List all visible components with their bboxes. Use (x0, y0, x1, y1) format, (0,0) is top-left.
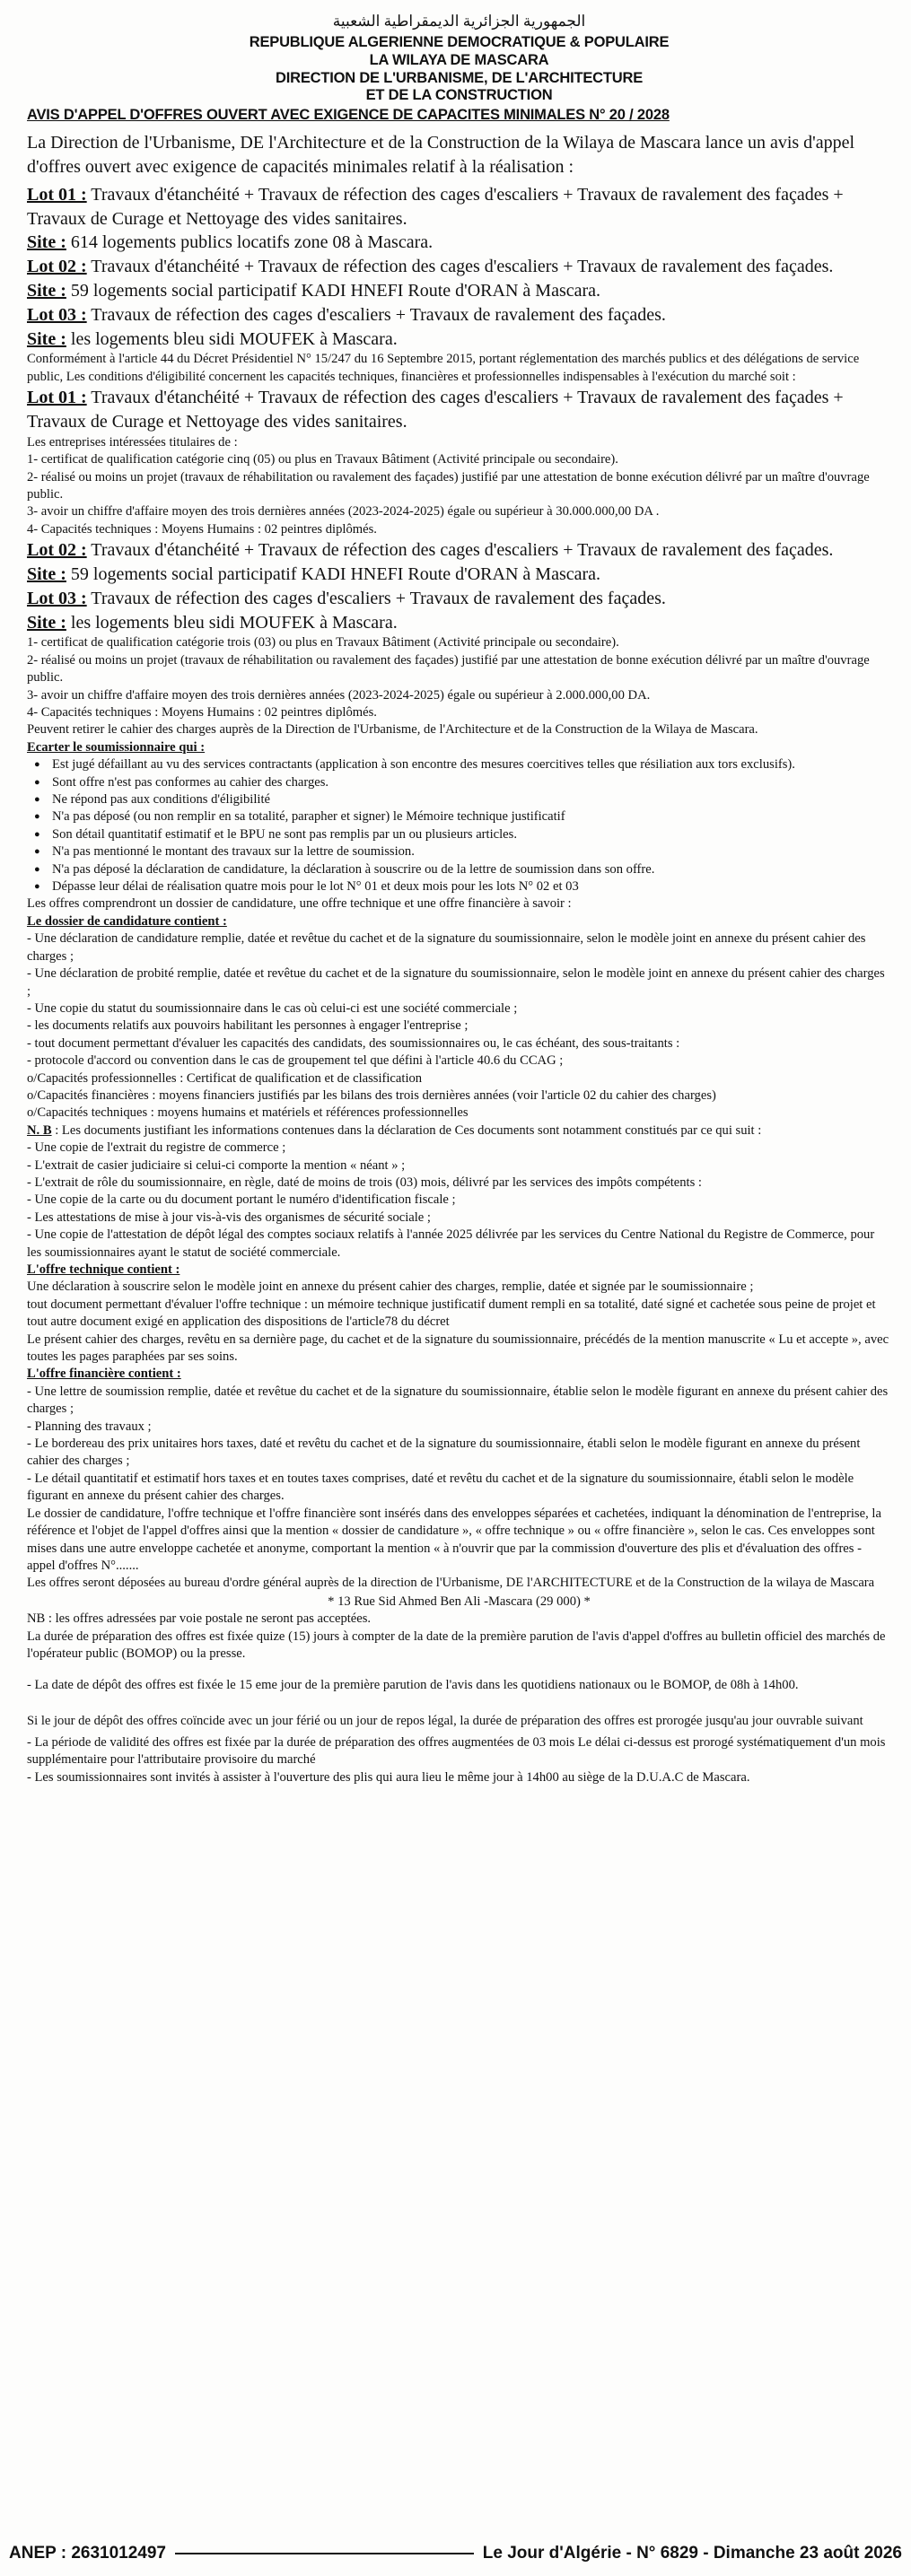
site-text: les logements bleu sidi MOUFEK à Mascara. (66, 328, 398, 349)
wilaya-title: LA WILAYA DE MASCARA (369, 51, 549, 68)
publication-footer (0, 2544, 911, 2563)
lot-01-line (27, 183, 891, 231)
dossier-item: - Une copie du statut du soumissionnaire dans le cas où celui-ci est une société commerciale ; (27, 1000, 518, 1016)
ecarter-list (27, 756, 891, 895)
list-item: ● N'a pas déposé (ou non remplir en sa totalité, parapher et signer) le Mémoire technique justificatif (52, 808, 891, 825)
list-item: ● Son détail quantitatif estimatif et le BPU ne sont pas remplis par un ou plusieurs articles. (52, 826, 891, 843)
lot-01-detail-text: Travaux d'étanchéité + Travaux de réfection des cages d'escaliers + Travaux de ravalement des façades + Travaux de Curage et Nettoyage des vides sanitaires. (27, 388, 844, 432)
lot-03-condition: 4- Capacités techniques : Moyens Humains : 02 peintres diplômés. (27, 705, 377, 720)
offre-technique-item: tout document permettant d'évaluer l'offre technique : un mémoire technique justificatif dument rempli en sa totalité, daté signé et cachetée sous peine de projet et tout autre document exigé en application des dispositions de l'article78 du décret (27, 1297, 876, 1330)
offre-financiere-item: - Planning des travaux ; (27, 1419, 152, 1434)
offre-financiere-item: - Le bordereau des prix unitaires hors taxes, daté et revêtu du cachet et de la signature du soumissionnaire, établi selon le modèle figurant en annexe du présent cahier des charges ; (27, 1436, 861, 1469)
validite-paragraph: - La période de validité des offres est fixée par la durée de préparation des offres augmentées de 03 mois Le délai ci-dessus est prorogé systématiquement d'un mois supplémentaire pour l'attributaire provisoire du marché (27, 1734, 886, 1768)
footer-rule (175, 2553, 474, 2554)
duree-paragraph: La durée de préparation des offres est fixée quize (15) jours à compter de la date de la première parution de l'avis d'appel d'offres au bulletin officiel des marchés de l'opérateur public (BOMOP) ou la presse. (27, 1629, 886, 1661)
intro-paragraph: La Direction de l'Urbanisme, DE l'Architecture et de la Construction de la Wilaya de Mascara lance un avis d'appel d'offres ouvert avec exigence de capacités minimales relatif à la réalisation : (27, 133, 855, 177)
nb-item: - L'extrait de casier judiciaire si celui-ci comporte la mention « néant » ; (27, 1157, 406, 1173)
list-item: ● N'a pas mentionné le montant des travaux sur la lettre de soumission. (52, 843, 891, 860)
retrait-paragraph: Peuvent retirer le cahier des charges auprès de la Direction de l'Urbanisme, de l'Architecture et de la Construction de la Wilaya de Mascara. (27, 722, 758, 738)
nb-item: - Une copie de l'attestation de dépôt légal des comptes sociaux relatifs à l'année 2025 délivrée par les services du Centre National du Registre de Commerce, pour les soumissionnaires ayant le statut de société commerciale. (27, 1227, 875, 1260)
lot-01-condition: 4- Capacités techniques : Moyens Humains : 02 peintres diplômés. (27, 521, 377, 537)
site-label: Site : (27, 612, 66, 633)
direction-title: DIRECTION DE L'URBANISME, DE L'ARCHITECTURE (276, 69, 643, 86)
lot-02-detail-site (27, 563, 891, 587)
publication-info: Le Jour d'Algérie - N° 6829 - Dimanche 23 août 2026 (482, 2544, 902, 2563)
list-item: ● Ne répond pas aux conditions d'éligibilité (52, 791, 891, 808)
lot-01-label: Lot 01 : (27, 184, 87, 205)
decret-paragraph: Conformément à l'article 44 du Décret Présidentiel N° 15/247 du 16 Septembre 2015, portant réglementation des marchés publics et des délégations de service public, Les conditions d'éligibilité concernent les capacités techniques, financières et professionnelles indispensables à l'exécution du marché soit : (27, 352, 860, 384)
offre-financiere-title: L'offre financière contient : (27, 1367, 181, 1382)
site-label: Site : (27, 564, 66, 584)
enveloppes-paragraph: Le dossier de candidature, l'offre technique et l'offre financière sont insérés dans des enveloppes séparées et cachetées, indiquant la dénomination de l'entreprise, la référence et l'objet de l'appel d'offres ainsi que la mention « dossier de candidature », « offre technique » ou « offre financière », selon le cas. Ces enveloppes sont mises dans une autre enveloppe cachetée et anonyme, comportant la mention « à n'ouvrir que par la commission d'ouverture des plis et d'évaluation des offres - appel d'offres N°....... (27, 1506, 881, 1573)
lot-01-text: Travaux d'étanchéité + Travaux de réfection des cages d'escaliers + Travaux de ravalement des façades + Travaux de Curage et Nettoyage des vides sanitaires. (27, 184, 844, 229)
republic-title: REPUBLIQUE ALGERIENNE DEMOCRATIQUE & POPULAIRE (249, 34, 670, 50)
offre-technique-item: Une déclaration à souscrire selon le modèle joint en annexe du présent cahier des charges, remplie, datée et signée par le soumissionnaire ; (27, 1279, 754, 1295)
lot-03-condition: 2- réalisé ou moins un projet (travaux de réhabilitation ou ravalement des façades) justifié par une attestation de bonne exécution délivré par un maître d'ouvrage public. (27, 652, 870, 685)
lot-03-line (27, 303, 891, 327)
dossier-item: o/Capacités professionnelles : Certificat de qualification et de classification (27, 1070, 423, 1086)
dossier-item: - tout document permettant d'évaluer les capacités des candidats, des soumissionnaires ou, le cas échéant, des sous-traitants : (27, 1035, 680, 1051)
site-text: 59 logements social participatif KADI HNEFI Route d'ORAN à Mascara. (66, 564, 601, 584)
list-item: ● Dépasse leur délai de réalisation quatre mois pour le lot N° 01 et deux mois pour les lots N° 02 et 03 (52, 878, 891, 895)
lot-03-label: Lot 03 : (27, 304, 87, 325)
lot-02-detail-label: Lot 02 : (27, 540, 87, 561)
lot-01-condition: 1- certificat de qualification catégorie cinq (05) ou plus en Travaux Bâtiment (Activité principale ou secondaire). (27, 452, 618, 467)
list-item: ● Sont offre n'est pas conformes au cahier des charges. (52, 774, 891, 791)
offre-financiere-item: - Une lettre de soumission remplie, datée et revêtue du cachet et de la signature du soumissionnaire, établie selon le modèle figurant en annexe du présent cahier des charges ; (27, 1384, 889, 1417)
lot-03-detail-site (27, 611, 891, 635)
ecarter-title: Ecarter le soumissionnaire qui : (27, 739, 206, 755)
construction-title: ET DE LA CONSTRUCTION (365, 87, 553, 104)
site-text: 614 logements publics locatifs zone 08 à Mascara. (66, 232, 434, 253)
lot-03-site (27, 327, 891, 352)
list-item: ● N'a pas déposé la déclaration de candidature, la déclaration à souscrire ou de la lettre de soumission dans son offre. (52, 861, 891, 878)
lot-02-line (27, 255, 891, 279)
site-label: Site : (27, 232, 66, 253)
lot-03-text: Travaux de réfection des cages d'escaliers + Travaux de ravalement des façades. (86, 304, 666, 325)
lot-02-label: Lot 02 : (27, 257, 87, 277)
site-label: Site : (27, 280, 66, 301)
lot-01-condition: 2- réalisé ou moins un projet (travaux de réhabilitation ou ravalement des façades) justifié par une attestation de bonne exécution délivré par un maître d'ouvrage public. (27, 469, 870, 502)
lot-03-detail-text: Travaux de réfection des cages d'escaliers + Travaux de ravalement des façades. (86, 588, 666, 608)
lot-03-detail-line (27, 587, 891, 611)
offre-financiere-item: - Le détail quantitatif et estimatif hors taxes et en toutes taxes comprises, daté et revêtu du cachet et de la signature du soumissionnaire, établi selon le modèle figurant en annexe du présent cahier des charges. (27, 1471, 854, 1504)
ferie-paragraph: Si le jour de dépôt des offres coïncide avec un jour férié ou un jour de repos légal, la durée de préparation des offres est prorogée jusqu'au jour ouvrable suivant (27, 1714, 863, 1729)
list-item: ● Est jugé défaillant au vu des services contractants (application à son encontre des mesures coercitives telles que résiliation aux tors exclusifs). (52, 756, 891, 773)
nb-label: N. B (27, 1122, 52, 1138)
depot-paragraph: Les offres seront déposées au bureau d'ordre général auprès de la direction de l'Urbanisme, DE l'ARCHITECTURE et de la Construction de la wilaya de Mascara (27, 1576, 875, 1591)
lot-03-condition: 1- certificat de qualification catégorie trois (03) ou plus en Travaux Bâtiment (Activité principale ou secondaire). (27, 635, 619, 651)
nb-paragraph (27, 1122, 891, 1140)
dossier-item: - Une déclaration de probité remplie, datée et revêtue du cachet et de la signature du soumissionnaire, selon le modèle joint en annexe du présent cahier des charges ; (27, 966, 885, 999)
anep-reference: ANEP : 2631012497 (9, 2544, 166, 2563)
site-text: 59 logements social participatif KADI HNEFI Route d'ORAN à Mascara. (66, 280, 601, 301)
address-line: * 13 Rue Sid Ahmed Ben Ali -Mascara (29 000) * (328, 1594, 591, 1609)
dossier-item: - Une déclaration de candidature remplie, datée et revêtue du cachet et de la signature du soumissionnaire, selon le modèle joint en annexe du présent cahier des charges ; (27, 931, 866, 964)
lot-02-text: Travaux d'étanchéité + Travaux de réfection des cages d'escaliers + Travaux de ravalement des façades. (86, 257, 834, 277)
offre-technique-item: Le présent cahier des charges, revêtu en sa dernière page, du cachet et de la signature du soumissionnaire, précédés de la mention manuscrite « Lu et accepte », avec toutes les pages paraphées par ses soins. (27, 1332, 889, 1365)
lot-01-detail-label: Lot 01 : (27, 388, 87, 408)
dossier-item: o/Capacités financières : moyens financiers justifiés par les bilans des trois dernières années (voir l'article 02 du cahier des charges) (27, 1087, 716, 1103)
offre-technique-title: L'offre technique contient : (27, 1262, 180, 1278)
site-text: les logements bleu sidi MOUFEK à Mascara. (66, 612, 398, 633)
dossier-title: Le dossier de candidature contient : (27, 913, 227, 929)
nb-item: - L'extrait de rôle du soumissionnaire, en règle, daté de moins de trois (03) mois, délivré par les services des impôts compétents : (27, 1174, 702, 1190)
lot-01-site (27, 231, 891, 255)
dossier-item: - les documents relatifs aux pouvoirs habilitant les personnes à engager l'entreprise ; (27, 1018, 469, 1034)
notice-title: AVIS D'APPEL D'OFFRES OUVERT AVEC EXIGENCE DE CAPACITES MINIMALES N° 20 / 2028 (27, 107, 670, 124)
nb-item: - Les attestations de mise à jour vis-à-vis des organismes de sécurité sociale ; (27, 1209, 431, 1225)
lot-01-condition: 3- avoir un chiffre d'affaire moyen des trois dernières années (2023-2024-2025) égale ou supérieur à 30.000.000,00 DA . (27, 504, 660, 520)
lot-02-detail-text: Travaux d'étanchéité + Travaux de réfection des cages d'escaliers + Travaux de ravalement des façades. (86, 540, 834, 561)
lot-03-condition: 3- avoir un chiffre d'affaire moyen des trois dernières années (2023-2024-2025) égale ou supérieur à 2.000.000,00 DA. (27, 687, 651, 703)
date-depot-paragraph: - La date de dépôt des offres est fixée le 15 eme jour de la première parution de l'avis dans les quotidiens nationaux ou le BOMOP, de 08h à 14h00. (27, 1678, 799, 1693)
dossier-item: - protocole d'accord ou convention dans le cas de groupement tel que défini à l'article 40.6 du CCAG ; (27, 1053, 564, 1069)
lot-02-detail-line (27, 538, 891, 563)
nb-poste: NB : les offres adressées par voie postale ne seront pas acceptées. (27, 1611, 372, 1627)
site-label: Site : (27, 328, 66, 349)
offres-comprennent: Les offres comprendront un dossier de candidature, une offre technique et une offre financière à savoir : (27, 896, 572, 912)
holders-line: Les entreprises intéressées titulaires de : (27, 434, 238, 450)
lot-01-detail-line (27, 386, 891, 434)
nb-text: : Les documents justifiant les informations contenues dans la déclaration de Ces documents sont notamment constitués par ce qui suit : (51, 1122, 762, 1138)
invitation-paragraph: - Les soumissionnaires sont invités à assister à l'ouverture des plis qui aura lieu le même jour à 14h00 au siège de la D.U.A.C de Mascara. (27, 1769, 750, 1785)
arabic-header: الجمهورية الجزائرية الديمقراطية الشعبية (332, 13, 586, 30)
nb-item: - Une copie de la carte ou du document portant le numéro d'identification fiscale ; (27, 1192, 456, 1208)
lot-02-site (27, 279, 891, 303)
lot-03-detail-label: Lot 03 : (27, 588, 87, 608)
nb-item: - Une copie de l'extrait du registre de commerce ; (27, 1140, 286, 1156)
dossier-item: o/Capacités techniques : moyens humains et matériels et références professionnelles (27, 1105, 469, 1121)
